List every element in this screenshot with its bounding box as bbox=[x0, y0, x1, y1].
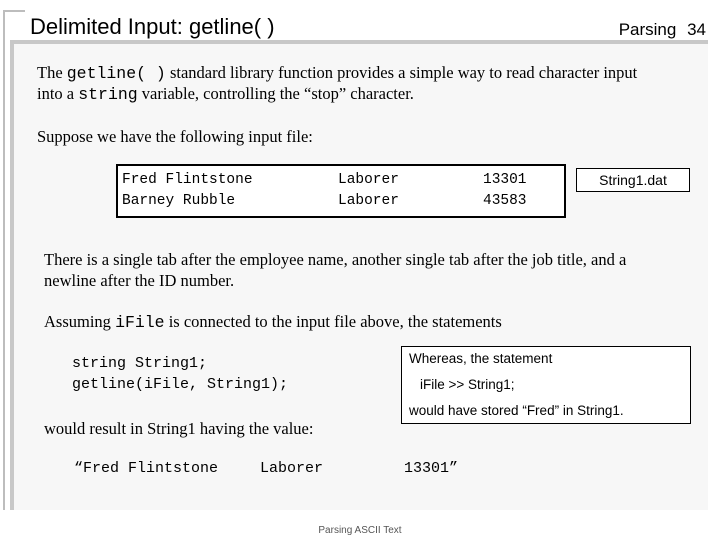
file-cell-id: 43583 bbox=[483, 193, 527, 209]
result-value-id: 13301” bbox=[404, 460, 459, 477]
statement-line-2: getline(iFile, String1); bbox=[72, 376, 289, 393]
intro-text: into a bbox=[37, 84, 79, 103]
left-rule bbox=[10, 40, 14, 510]
page-indicator bbox=[619, 20, 706, 40]
top-rule bbox=[10, 40, 708, 44]
suppose-text: Suppose we have the following input file: bbox=[37, 127, 313, 146]
result-value-job: Laborer bbox=[260, 460, 324, 477]
intro-text: standard library function provides a simple way to read character input bbox=[165, 63, 638, 82]
file-cell-job: Laborer bbox=[338, 193, 399, 209]
intro-text: The bbox=[37, 63, 67, 82]
tab-note-line-2: newline after the ID number. bbox=[44, 271, 235, 290]
result-value-name: “Fred Flintstone bbox=[74, 460, 219, 477]
intro-line-2 bbox=[37, 83, 414, 105]
assuming-text bbox=[44, 311, 502, 333]
file-cell-job: Laborer bbox=[338, 172, 399, 188]
input-file-box bbox=[116, 164, 566, 218]
result-label: would result in String1 having the value: bbox=[44, 419, 314, 438]
whereas-callout bbox=[401, 346, 691, 424]
file-cell-id: 13301 bbox=[483, 172, 527, 188]
footer-text: Parsing ASCII Text bbox=[318, 525, 402, 536]
tab-note-line-1: There is a single tab after the employee name, another single tab after the job title, and a bbox=[44, 250, 627, 269]
assuming-code-ifile: iFile bbox=[115, 313, 165, 332]
intro-text: variable, controlling the “stop” character. bbox=[137, 84, 414, 103]
assuming-tail: is connected to the input file above, the statements bbox=[164, 312, 502, 331]
whereas-line-2: iFile >> String1; bbox=[420, 377, 515, 392]
intro-code-string: string bbox=[78, 85, 138, 104]
file-cell-name: Barney Rubble bbox=[122, 193, 236, 209]
whereas-line-3: would have stored “Fred” in String1. bbox=[409, 403, 624, 418]
intro-line-1 bbox=[37, 62, 637, 84]
assuming-lead: Assuming bbox=[44, 312, 116, 331]
whereas-line-1: Whereas, the statement bbox=[409, 351, 553, 366]
page-label: Parsing bbox=[618, 20, 677, 39]
intro-code-getline: getline( ) bbox=[66, 64, 166, 83]
slide-title: Delimited Input: getline( ) bbox=[30, 14, 275, 39]
file-cell-name: Fred Flintstone bbox=[122, 172, 253, 188]
statement-line-1: string String1; bbox=[72, 355, 208, 372]
file-name-label: String1.dat bbox=[576, 168, 690, 192]
page-number: 34 bbox=[687, 20, 706, 39]
